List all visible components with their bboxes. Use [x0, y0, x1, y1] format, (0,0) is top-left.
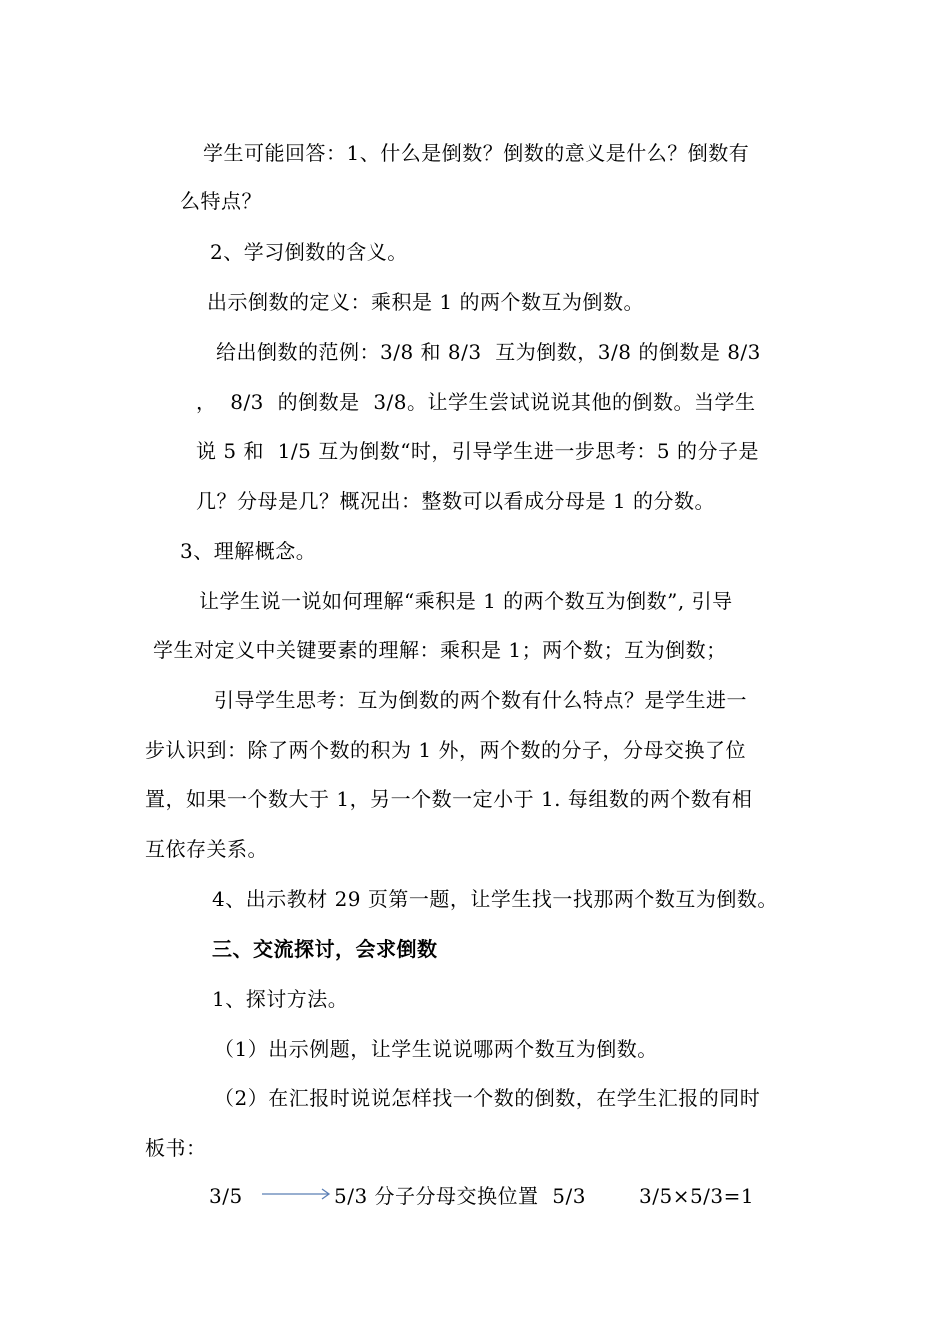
board-fraction-right: 5/3 分子分母交换位置 5/3 [334, 1184, 586, 1208]
step-heading-2: 2、学习倒数的含义。 [210, 240, 408, 264]
paragraph-answer-line2: 么特点？ [180, 189, 262, 213]
paragraph-answer-line1: 学生可能回答：1、什么是倒数？倒数的意义是什么？倒数有 [203, 141, 750, 165]
section-heading-3: 三、交流探讨，会求倒数 [212, 937, 438, 961]
paragraph-think-line4: 互依存关系。 [145, 837, 268, 861]
paragraph-think-line2: 步认识到：除了两个数的积为 1 外，两个数的分子，分母交换了位 [145, 738, 746, 762]
paragraph-example-line1: 给出倒数的范例：3/8 和 8/3 互为倒数，3/8 的倒数是 8/3 [216, 340, 761, 364]
step-heading-3: 3、理解概念。 [180, 539, 317, 563]
paragraph-report-line2: 板书： [145, 1136, 207, 1160]
paragraph-example-line2: ， 8/3 的倒数是 3/8。让学生尝试说说其他的倒数。当学生 [196, 390, 756, 414]
board-equation: 3/5×5/3=1 [639, 1184, 755, 1208]
paragraph-understand-line1: 让学生说一说如何理解“乘积是 1 的两个数互为倒数”, 引导 [199, 589, 733, 613]
paragraph-understand-line2: 学生对定义中关键要素的理解：乘积是 1；两个数；互为倒数； [153, 638, 727, 662]
substep-heading-1: 1、探讨方法。 [212, 987, 349, 1011]
paragraph-example-line3: 说 5 和 1/5 互为倒数“时，引导学生进一步思考：5 的分子是 [196, 439, 760, 463]
paragraph-report-line1: （2）在汇报时说说怎样找一个数的倒数，在学生汇报的同时 [214, 1086, 761, 1110]
paragraph-think-line1: 引导学生思考：互为倒数的两个数有什么特点？是学生进一 [214, 688, 747, 712]
paragraph-example-intro: （1）出示例题，让学生说说哪两个数互为倒数。 [214, 1037, 658, 1061]
step-heading-4: 4、出示教材 29 页第一题，让学生找一找那两个数互为倒数。 [212, 887, 778, 911]
paragraph-definition: 出示倒数的定义：乘积是 1 的两个数互为倒数。 [207, 290, 644, 314]
paragraph-example-line4: 几？分母是几？概况出：整数可以看成分母是 1 的分数。 [196, 489, 715, 513]
board-fraction-left: 3/5 [209, 1184, 243, 1208]
paragraph-think-line3: 置，如果一个数大于 1，另一个数一定小于 1. 每组数的两个数有相 [145, 787, 753, 811]
right-arrow-icon [262, 1184, 332, 1204]
